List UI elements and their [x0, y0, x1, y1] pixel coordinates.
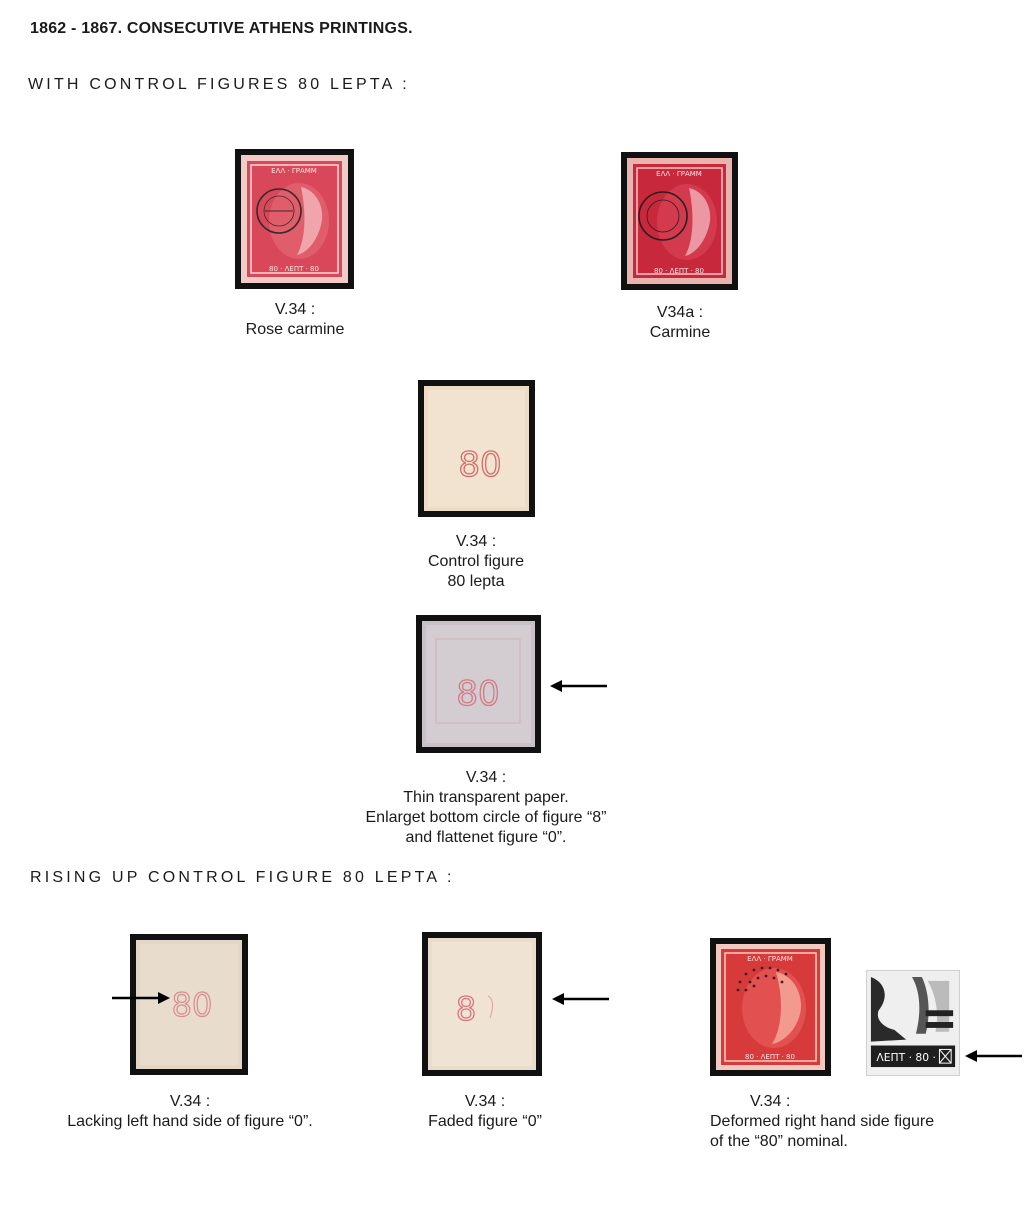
stamp-back-faded-zero [422, 932, 542, 1076]
caption-code: V.34 : [274, 301, 316, 318]
control-figure: 80 [456, 674, 500, 714]
control-figure: 80 [171, 986, 213, 1024]
page-title: 1862 - 1867. CONSECUTIVE ATHENS PRINTINGS. [30, 20, 413, 37]
caption-thin-paper [316, 768, 656, 848]
caption-line: 80 lepta [447, 573, 505, 590]
arrow-left-icon [550, 679, 608, 693]
stamp-bottom-banner: 80 · ΛΕΠΤ · 80 [654, 267, 704, 275]
caption-control-figure [376, 532, 576, 592]
section-heading-rising-up: RISING UP CONTROL FIGURE 80 LEPTA : [30, 869, 455, 886]
stamp-bottom-banner: 80 · ΛΕΠΤ · 80 [745, 1053, 795, 1061]
stamp-rose-carmine [235, 149, 354, 289]
caption-deformed-nominal [710, 1092, 990, 1152]
caption-code: V.34 : [750, 1093, 791, 1110]
enlarged-detail-image [866, 970, 960, 1076]
caption-line: Control figure [427, 553, 525, 570]
stamp-top-banner: ΕΛΛ · ΓΡΑΜΜ [656, 170, 702, 178]
section-heading-control-figures: WITH CONTROL FIGURES 80 LEPTA : [28, 76, 410, 93]
stamp-bottom-banner: 80 · ΛΕΠΤ · 80 [269, 265, 319, 273]
caption-code: V34a : [656, 304, 704, 321]
caption-code: V.34 : [464, 1093, 506, 1110]
caption-lacking-zero [30, 1092, 350, 1132]
stamp-deformed-nominal [710, 938, 831, 1076]
caption-line: Carmine [649, 324, 711, 341]
detail-banner: ΛΕΠΤ · 80 · [876, 1051, 936, 1065]
caption-code: V.34 : [455, 533, 497, 550]
control-figure: 80 [458, 445, 502, 485]
caption-faded-zero [385, 1092, 585, 1132]
caption-line: Deformed right hand side figure [710, 1113, 935, 1130]
caption-line: Enlarget bottom circle of figure “8” [365, 809, 607, 826]
caption-code: V.34 : [169, 1093, 211, 1110]
stamp-back-control-figure [418, 380, 535, 517]
caption-line: Lacking left hand side of figure “0”. [67, 1113, 313, 1130]
arrow-left-icon [552, 992, 610, 1006]
stamp-carmine [621, 152, 738, 290]
caption-line: Thin transparent paper. [403, 789, 569, 806]
caption-rose-carmine [200, 300, 390, 340]
stamp-top-banner: ΕΛΛ · ΓΡΑΜΜ [271, 167, 317, 175]
caption-line: and flattenet figure “0”. [405, 829, 567, 846]
stamp-back-thin-paper [416, 615, 541, 753]
caption-line: Rose carmine [245, 321, 345, 338]
stamp-top-banner: ΕΛΛ · ΓΡΑΜΜ [747, 955, 793, 963]
arrow-left-icon [965, 1049, 1023, 1063]
caption-line: of the “80” nominal. [710, 1133, 848, 1150]
caption-line: Faded figure “0” [428, 1113, 542, 1130]
caption-carmine [585, 303, 775, 343]
arrow-right-icon [112, 991, 170, 1005]
caption-code: V.34 : [465, 769, 507, 786]
control-figure: 8 [455, 990, 477, 1028]
